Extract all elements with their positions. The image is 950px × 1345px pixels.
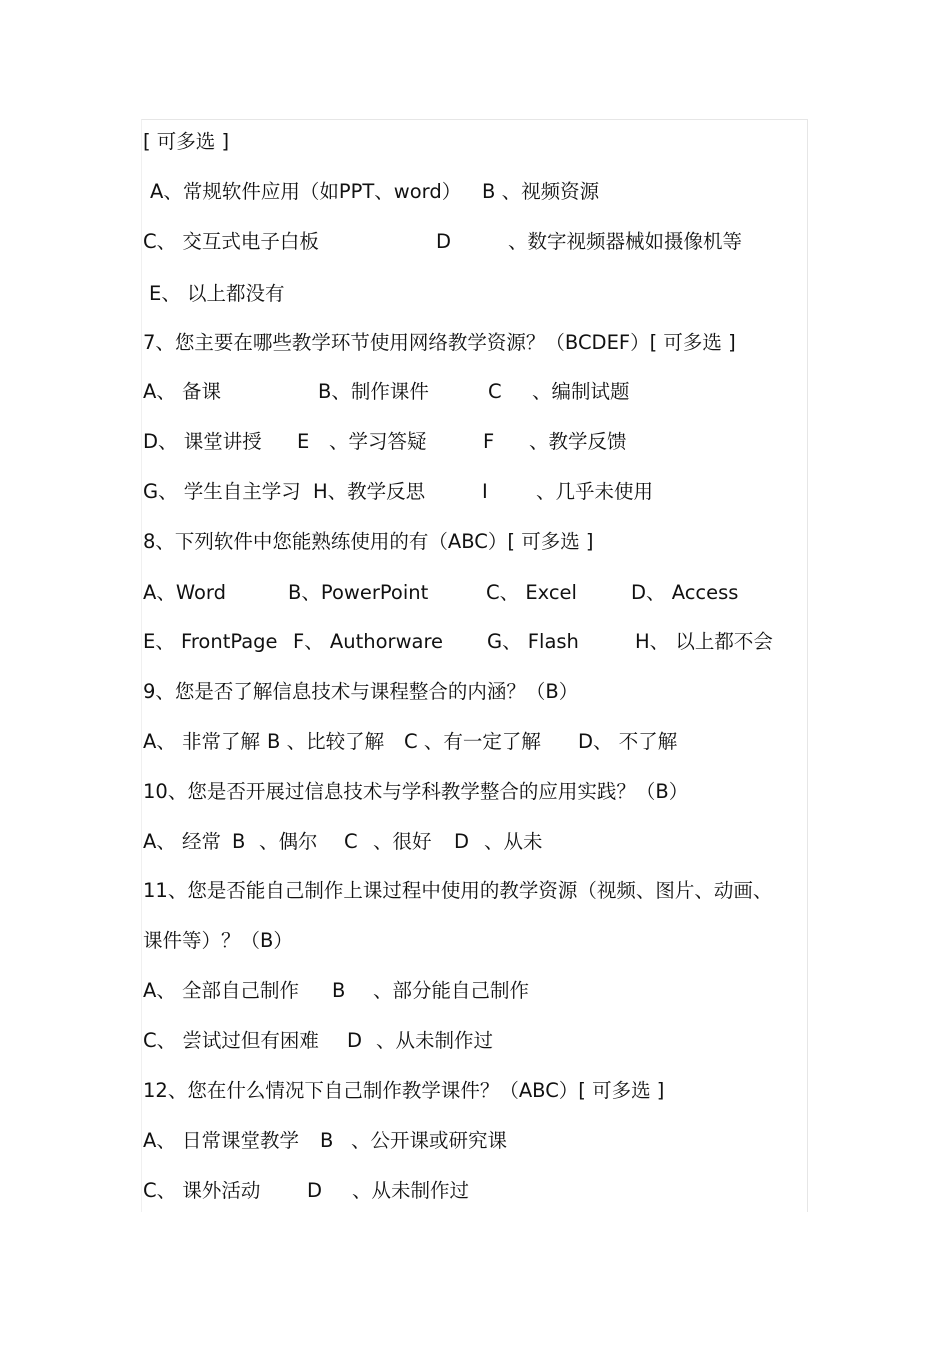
- text-segment: 、部分能自己制作: [373, 979, 530, 1002]
- text-segment: A、 日常课堂教学: [143, 1129, 300, 1152]
- text-segment: B: [232, 830, 246, 853]
- text-segment: H、 以上都不会: [635, 630, 773, 653]
- text-segment: B: [332, 979, 346, 1002]
- text-segment: A、 经常: [143, 830, 222, 853]
- text-segment: 、从未: [484, 830, 543, 853]
- text-segment: 、几乎未使用: [536, 480, 654, 503]
- text-segment: D、 Access: [631, 581, 739, 604]
- text-segment: 、从未制作过: [376, 1029, 494, 1052]
- text-segment: 10、您是否开展过信息技术与学科教学整合的应用实践？（B）: [143, 780, 689, 803]
- text-segment: 11、您是否能自己制作上课过程中使用的教学资源（视频、图片、动画、: [143, 879, 773, 902]
- text-segment: B: [320, 1129, 334, 1152]
- text-segment: A、常规软件应用（如PPT、word）: [150, 180, 462, 203]
- text-segment: E、 FrontPage: [143, 630, 278, 653]
- text-segment: C、 交互式电子白板: [143, 230, 319, 253]
- text-segment: C、 课外活动: [143, 1179, 261, 1202]
- text-segment: B、PowerPoint: [288, 581, 429, 604]
- text-segment: 、从未制作过: [352, 1179, 470, 1202]
- text-segment: [ 可多选 ]: [143, 130, 230, 153]
- text-segment: 、很好: [373, 830, 432, 853]
- text-segment: 、编制试题: [532, 380, 630, 403]
- text-segment: 、公开课或研究课: [351, 1129, 508, 1152]
- text-segment: 12、您在什么情况下自己制作教学课件？（ABC）[ 可多选 ]: [143, 1079, 665, 1102]
- text-segment: G、 Flash: [487, 630, 579, 653]
- text-segment: 、数字视频器械如摄像机等: [508, 230, 743, 253]
- text-segment: D: [307, 1179, 323, 1202]
- text-segment: A、 非常了解: [143, 730, 261, 753]
- text-segment: C 、有一定了解: [404, 730, 541, 753]
- text-segment: 7、您主要在哪些教学环节使用网络教学资源？（BCDEF）[ 可多选 ]: [143, 331, 736, 354]
- text-segment: A、Word: [143, 581, 226, 604]
- text-segment: 、偶尔: [259, 830, 318, 853]
- text-segment: 、学习答疑: [329, 430, 427, 453]
- text-segment: C: [344, 830, 358, 853]
- text-segment: B 、视频资源: [482, 180, 600, 203]
- text-segment: G、 学生自主学习: [143, 480, 301, 503]
- text-segment: A、 备课: [143, 380, 222, 403]
- text-segment: F、 Authorware: [293, 630, 444, 653]
- text-segment: E、 以上都没有: [149, 282, 285, 305]
- text-segment: 课件等）？（B）: [143, 929, 293, 952]
- text-segment: B、制作课件: [318, 380, 429, 403]
- text-segment: B 、比较了解: [267, 730, 385, 753]
- text-segment: D: [436, 230, 452, 253]
- text-segment: C、 尝试过但有困难: [143, 1029, 319, 1052]
- text-segment: 9、您是否了解信息技术与课程整合的内涵？（B）: [143, 680, 579, 703]
- text-segment: 8、下列软件中您能熟练使用的有（ABC）[ 可多选 ]: [143, 530, 594, 553]
- text-segment: D、 不了解: [578, 730, 678, 753]
- text-segment: D: [347, 1029, 363, 1052]
- text-segment: H、教学反思: [313, 480, 426, 503]
- text-segment: C: [488, 380, 502, 403]
- text-segment: A、 全部自己制作: [143, 979, 300, 1002]
- text-segment: I: [482, 480, 488, 503]
- text-segment: D、 课堂讲授: [143, 430, 262, 453]
- text-segment: 、教学反馈: [529, 430, 627, 453]
- text-segment: F: [483, 430, 495, 453]
- text-segment: D: [454, 830, 470, 853]
- text-segment: C、 Excel: [486, 581, 577, 604]
- text-segment: E: [297, 430, 310, 453]
